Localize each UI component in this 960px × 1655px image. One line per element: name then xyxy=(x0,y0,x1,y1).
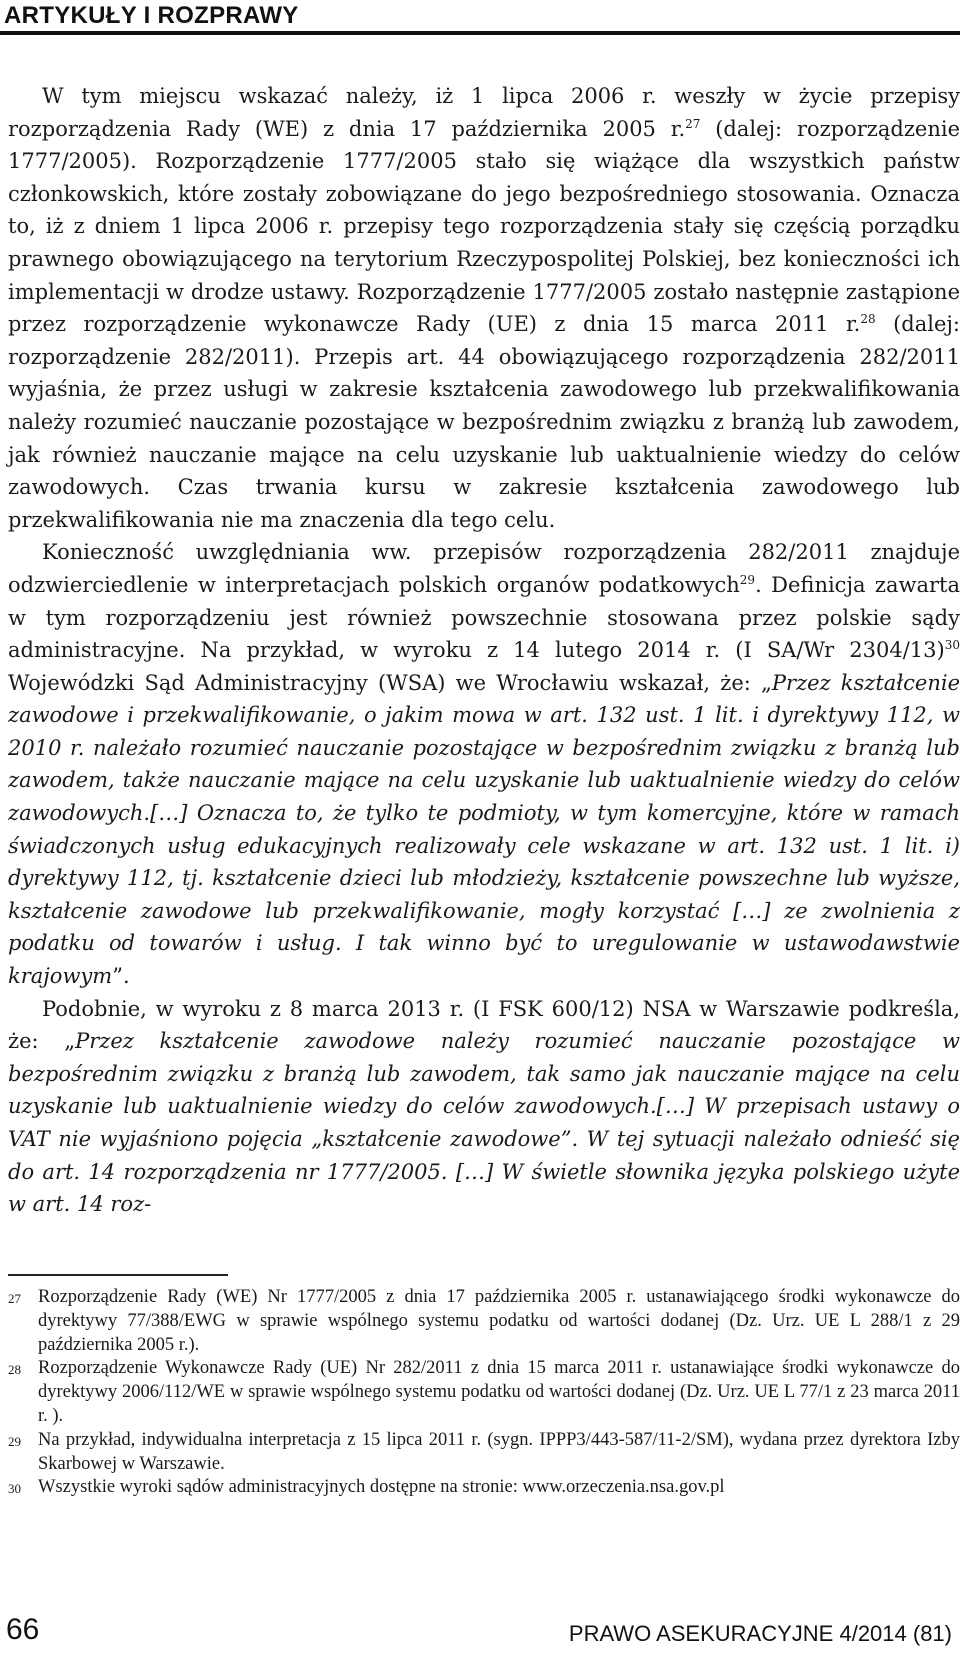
footnote-text: Na przykład, indywidualna interpretacja z 15 lipca 2011 r. (sygn. IPPP3/443-587/11-2/SM), wydana przez dyrektora Izby Skarbowej w Warszawie. xyxy=(38,1429,960,1474)
footnote-number: 28 xyxy=(8,1362,21,1378)
footnote-ref[interactable]: 30 xyxy=(944,638,960,653)
footnote xyxy=(8,1286,960,1357)
footnote-ref[interactable]: 28 xyxy=(860,312,876,327)
text-run: ”. xyxy=(112,964,130,989)
header-rule xyxy=(0,31,960,35)
text-run: (dalej: rozporządzenie 1777/2005). Rozporządzenie 1777/2005 stało się wiążące dla wszystkich państw członkowskich, które zostały zobowiązane do jego bezpośredniego stosowania. Oznacza to, iż z dniem 1 lipca 2006 r. przepisy tego rozporządzenia stały się częścią porządku prawnego obowiązującego na terytorium Rzeczypospolitej Polskiej, bez konieczności ich implementacji w drodze ustawy. Rozporządzenie 1777/2005 zostało następnie zastąpione przez rozporządzenie wykonawcze Rady (UE) z dnia 15 marca 2011 r. xyxy=(8,116,960,337)
quotation: Przez kształcenie zawodowe i przekwalifikowanie, o jakim mowa w art. 132 ust. 1 lit. i dyrektywy 112, w 2010 r. należało rozumieć nauczanie pozostające w bezpośrednim związku z branżą lub zawodem, także nauczanie mające na celu uzyskanie lub uaktualnienie wiedzy do celów zawodowych.[…] Oznacza to, że tylko te podmioty, w tym komercyjne, które w ramach świadczonych usług edukacyjnych realizowały cele wskazane w art. 132 ust. 1 lit. i) dyrektywy 112, tj. kształcenie dzieci lub młodzieży, kształcenie powszechne lub wyższe, kształcenie zawodowe lub przekwalifikowanie, mogły korzystać […] ze zwolnienia z podatku od towarów i usług. I tak winno być to uregulowanie w ustawodawstwie krajowym xyxy=(8,670,960,989)
footnote xyxy=(8,1357,960,1428)
text-run: . Definicja zawarta w tym rozporządzeniu jest również powszechnie stosowana przez polskie sądy administracyjne. Na przykład, w wyroku z 14 lutego 2014 r. (I SA/Wr 2304/13) xyxy=(8,572,960,663)
text-run: Wojewódzki Sąd Administracyjny (WSA) we Wrocławiu wskazał, że: „ xyxy=(8,670,772,695)
text-run: Podobnie, w wyroku z 8 marca 2013 r. (I FSK 600/12) NSA w Warszawie podkreśla, że: „ xyxy=(8,996,960,1054)
page-number: 66 xyxy=(6,1613,40,1646)
footnote xyxy=(8,1429,960,1477)
section-title: ARTYKUŁY I ROZPRAWY xyxy=(4,2,299,29)
paragraph xyxy=(8,993,960,1221)
footnote xyxy=(8,1476,960,1501)
footnote-number: 29 xyxy=(8,1433,21,1449)
text-run: Konieczność uwzględniania ww. przepisów rozporządzenia 282/2011 znajduje odzwierciedlenie w interpretacjach polskich organów podatkowych xyxy=(8,540,960,597)
text-run: (dalej: rozporządzenie 282/2011). Przepis art. 44 obowiązującego rozporządzenia 282/2011 wyjaśnia, że przez usługi w zakresie kształcenia zawodowego lub przekwalifikowania należy rozumieć nauczanie pozostające w bezpośrednim związku z branżą lub zawodem, jak również nauczanie mające na celu uzyskanie lub uaktualnienie wiedzy do celów zawodowych. Czas trwania kursu w zakresie kształcenia zawodowego lub przekwalifikowania nie ma znaczenia dla tego celu. xyxy=(8,312,960,532)
footnote-ref[interactable]: 29 xyxy=(739,572,756,587)
article-body xyxy=(8,80,960,1221)
paragraph xyxy=(8,80,960,536)
quotation: Przez kształcenie zawodowe należy rozumieć nauczanie pozostające w bezpośrednim związku z branżą lub zawodem, tak samo jak nauczanie mające na celu uzyskanie lub uaktualnienie wiedzy do celów zawodowych.[…] W przepisach ustawy o VAT nie wyjaśniono pojęcia „kształcenie zawodowe”. W tej sytuacji należało odnieść się do art. 14 rozporządzenia nr 1777/2005. […] W świetle słownika języka polskiego użyte w art. 14 roz- xyxy=(8,1029,960,1217)
footnotes xyxy=(8,1286,960,1501)
footnote-number: 30 xyxy=(8,1481,21,1497)
footnote-separator xyxy=(8,1274,228,1276)
footnote-text: Wszystkie wyroki sądów administracyjnych dostępne na stronie: www.orzeczenia.nsa.gov.pl xyxy=(38,1477,725,1498)
journal-title: PRAWO ASEKURACYJNE 4/2014 (81) xyxy=(568,1621,952,1646)
paragraph xyxy=(8,536,960,992)
page-footer xyxy=(0,1613,960,1653)
footnote-text: Rozporządzenie Wykonawcze Rady (UE) Nr 282/2011 z dnia 15 marca 2011 r. ustanawiające środki wykonawcze do dyrektywy 2006/112/WE w sprawie wspólnego systemu podatku od wartości dodanej (Dz. Urz. UE L 77/1 z 23 marca 2011 r. ). xyxy=(38,1358,960,1426)
footnote-ref[interactable]: 27 xyxy=(685,116,701,131)
text-run: W tym miejscu wskazać należy, iż 1 lipca 2006 r. weszły w życie przepisy rozporządzenia Rady (WE) z dnia 17 października 2005 r. xyxy=(8,84,960,141)
footnote-text: Rozporządzenie Rady (WE) Nr 1777/2005 z dnia 17 października 2005 r. ustanawiającego środki wykonawcze do dyrektywy 77/388/EWG w sprawie wspólnego systemu podatku od wartości dodanej (Dz. Urz. UE L 288/1 z 29 października 2005 r.). xyxy=(38,1287,960,1355)
footnote-number: 27 xyxy=(8,1291,21,1306)
